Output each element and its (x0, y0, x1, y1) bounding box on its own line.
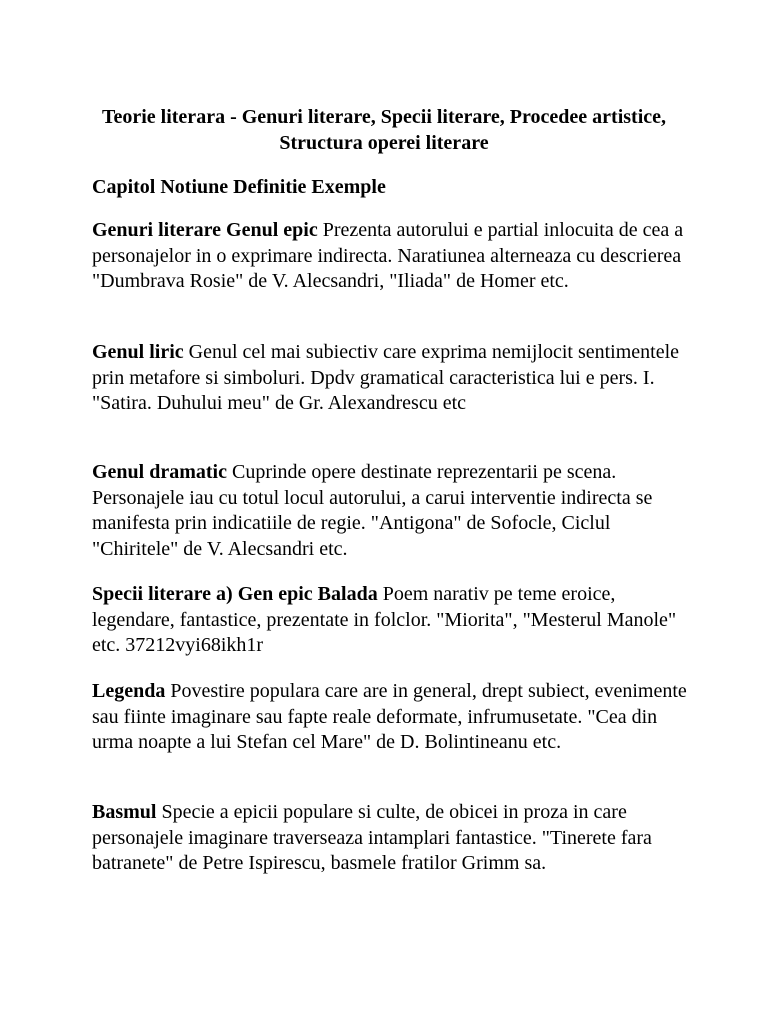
paragraph-term: Genul dramatic (92, 461, 227, 483)
paragraph-basmul (92, 800, 692, 877)
paragraph-term: Genul liric (92, 341, 184, 363)
paragraph-definition: Prezenta autorului e partial inlocuita de cea a personajelor in o exprimare indirecta. Naratiunea alterneaza cu descrierea "Dumbrava Rosie" de V. Alecsandri, "Iliada" de Homer etc. (92, 219, 684, 293)
paragraph-genul-liric (92, 340, 692, 417)
paragraph-definition: Povestire populara care are in general, drept subiect, evenimente sau fiinte imaginare sau fapte reale deformate, infrumusetate. "Cea din urma noapte a lui Stefan cel Mare" de D. Bolintineanu etc. (92, 680, 687, 754)
document-title: Teorie literara - Genuri literare, Specii literare, Procedee artistice, Structura operei literare (101, 106, 667, 154)
paragraph-definition: Poem narativ pe teme eroice, legendare, fantastice, prezentate in folclor. "Miorita", "Mesterul Manole" etc. 37212vyi68ikh1r (92, 583, 677, 657)
paragraph-term: Genuri literare Genul epic (92, 219, 318, 241)
paragraph-legenda (92, 679, 692, 756)
paragraph-term: Legenda (92, 680, 166, 702)
paragraph-definition: Cuprinde opere destinate reprezentarii pe scena. Personajele iau cu totul locul autorului, a carui interventie indirecta se manifesta prin indicatiile de regie. "Antigona" de Sofocle, Ciclul "Chiritele" de V. Alecsandri etc. (92, 461, 653, 560)
table-header-text: Capitol Notiune Definitie Exemple (92, 176, 386, 198)
paragraph-genul-dramatic (92, 460, 692, 562)
paragraph-term: Basmul (92, 801, 157, 823)
paragraph-term: Specii literare a) Gen epic Balada (92, 583, 378, 605)
paragraph-balada (92, 582, 692, 659)
paragraph-definition: Genul cel mai subiectiv care exprima nemijlocit sentimentele prin metafore si simboluri. Dpdv gramatical caracteristica lui e pers. I. "Satira. Duhului meu" de Gr. Alexandrescu etc (92, 341, 680, 415)
paragraph-genul-epic (92, 218, 692, 295)
table-header-line (92, 175, 692, 201)
paragraph-definition: Specie a epicii populare si culte, de obicei in proza in care personajele imaginare traverseaza intamplari fantastice. "Tinerete fara batranete" de Petre Ispirescu, basmele fratilor Grimm sa. (92, 801, 652, 875)
